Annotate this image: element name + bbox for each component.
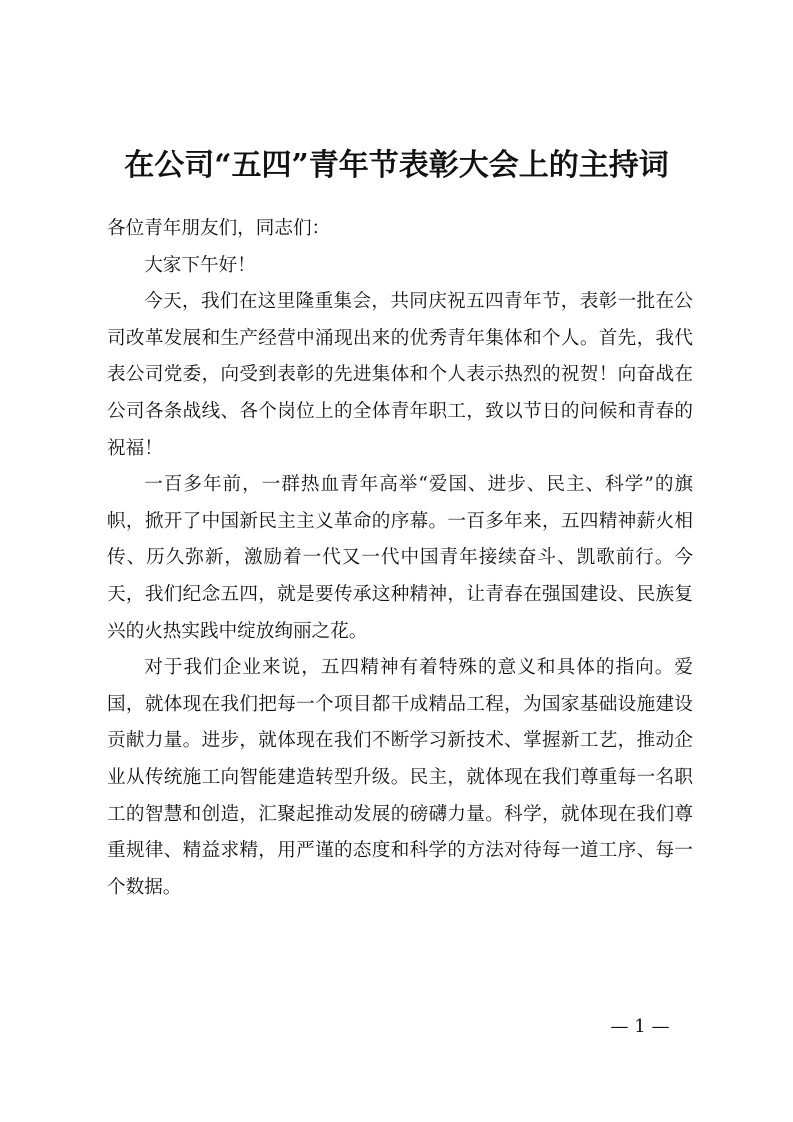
- paragraph-greeting: 大家下午好！: [144, 254, 256, 276]
- paragraph-history: 一百多年前，一群热血青年高举“爱国、进步、民主、科学”的旗帜，掀开了中国新民主主义革命的序幕。一百多年来，五四精神薪火相传、历久弥新，激励着一代又一代中国青年接续奋斗、凯歌前行。今天，我们纪念五四，就是要传承这种精神，让青春在强国建设、民族复兴的火热实践中绽放绚丽之花。: [107, 474, 693, 642]
- salutation: 各位青年朋友们，同志们：: [107, 218, 331, 239]
- document-body: [107, 211, 693, 906]
- page-number: — 1 —: [610, 1016, 670, 1037]
- paragraph-opening: 今天，我们在这里隆重集会，共同庆祝五四青年节，表彰一批在公司改革发展和生产经营中涌现出来的优秀青年集体和个人。首先，我代表公司党委，向受到表彰的先进集体和个人表示热烈的祝贺！向奋战在公司各条战线、各个岗位上的全体青年职工，致以节日的问候和青春的祝福！: [107, 291, 693, 459]
- document-title: 在公司“五四”青年节表彰大会上的主持词: [124, 148, 669, 183]
- paragraph-meaning: 对于我们企业来说，五四精神有着特殊的意义和具体的指向。爱国，就体现在我们把每一个项目都干成精品工程，为国家基础设施建设贡献力量。进步，就体现在我们不断学习新技术、掌握新工艺，推动企业从传统施工向智能建造转型升级。民主，就体现在我们尊重每一名职工的智慧和创造，汇聚起推动发展的磅礴力量。科学，就体现在我们尊重规律、精益求精，用严谨的态度和科学的方法对待每一道工序、每一个数据。: [107, 657, 693, 898]
